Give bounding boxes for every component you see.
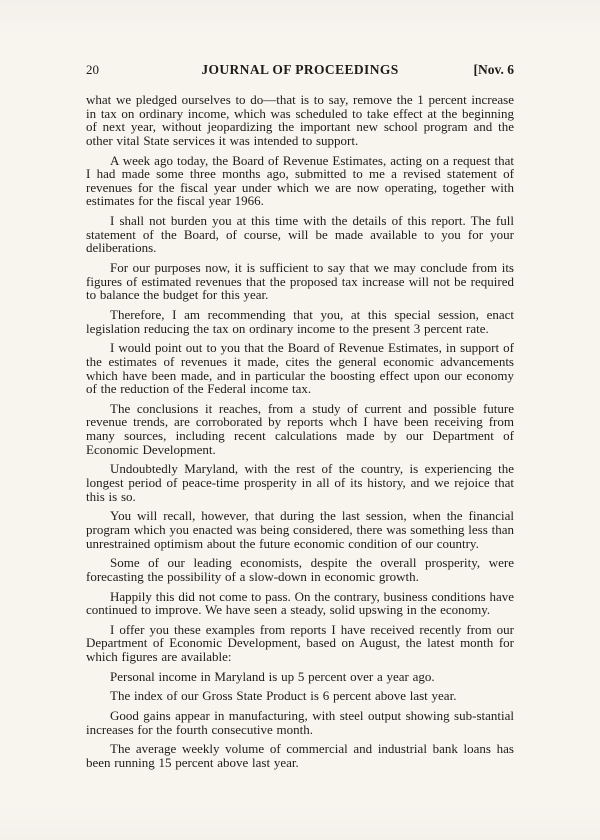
paragraph-7: The conclusions it reaches, from a study of current and possible future revenue trends, are corroborated by reports whch I have been receiving from many sources, including recent calculations made by our Department of Economic Development. bbox=[86, 400, 514, 457]
paragraph-6: I would point out to you that the Board of Revenue Estimates, in support of the estimates of revenues it made, cites the general economic advancements which have been made, and in particular the boosting effect upon our economy of the reduction of the Federal income tax. bbox=[86, 340, 514, 397]
paragraph-2: A week ago today, the Board of Revenue Estimates, acting on a request that I had made some three months ago, submitted to me a revised statement of revenues for the fiscal year under which we are now operating, together with estimates for the fiscal year 1966. bbox=[86, 152, 514, 209]
paragraph-15: Good gains appear in manufacturing, with steel output showing sub-stantial increases for the fourth consecutive month. bbox=[86, 707, 514, 737]
paragraph-3: I shall not burden you at this time with the details of this report. The full statement of the Board, of course, will be made available to you for your deliberations. bbox=[86, 213, 514, 256]
paragraph-9: You will recall, however, that during the last session, when the financial program which you enacted was being considered, there was something less than unrestrained optimism about the future economic condition of our country. bbox=[86, 508, 514, 551]
paragraph-10: Some of our leading economists, despite the overall prosperity, were forecasting the possibility of a slow-down in economic growth. bbox=[86, 555, 514, 584]
paragraph-11: Happily this did not come to pass. On the contrary, business conditions have continued to improve. We have seen a steady, solid upswing in the economy. bbox=[86, 588, 514, 618]
paragraph-16: The average weekly volume of commercial and industrial bank loans has been running 15 percent above last year. bbox=[86, 741, 514, 770]
paragraph-12: I offer you these examples from reports I have received recently from our Department of Economic Development, based on August, the latest month for which figures are available: bbox=[86, 621, 514, 665]
paragraph-4: For our purposes now, it is sufficient to say that we may conclude from its figures of estimated revenues that the proposed tax increase will not be required to balance the budget for this year. bbox=[86, 260, 514, 303]
journal-title: JOURNAL OF PROCEEDINGS bbox=[201, 62, 399, 77]
page-content bbox=[86, 62, 514, 776]
paragraph-5: Therefore, I am recommending that you, at this special session, enact legislation reducing the tax on ordinary income to the present 3 percent rate. bbox=[86, 306, 514, 336]
paragraph-1: what we pledged ourselves to do—that is to say, remove the 1 percent increase in tax on ordinary income, which was scheduled to take effect at the beginning of next year, without jeopardizing the important new school program and the other vital State services it was intended to support. bbox=[86, 92, 514, 148]
paragraph-13: Personal income in Maryland is up 5 percent over a year ago. bbox=[110, 668, 435, 684]
paragraph-8: Undoubtedly Maryland, with the rest of the country, is experiencing the longest period of peace-time prosperity in all of its history, and we rejoice that this is so. bbox=[86, 461, 514, 504]
body-text bbox=[86, 93, 514, 770]
running-header bbox=[86, 62, 514, 78]
page-number: 20 bbox=[86, 62, 99, 77]
paragraph-14: The index of our Gross State Product is 6 percent above last year. bbox=[110, 688, 457, 704]
header-date: [Nov. 6 bbox=[473, 62, 514, 77]
